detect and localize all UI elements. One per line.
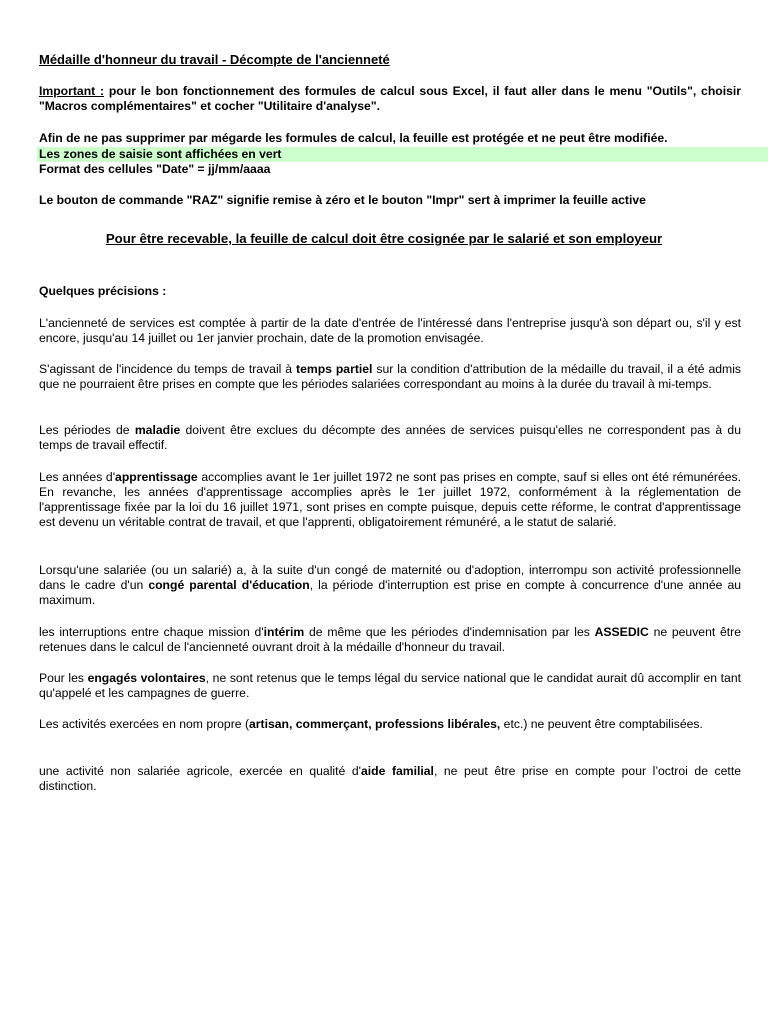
paragraph-text: , la période d'interruption est prise en compte à concurrence d'une année au maximum.	[39, 578, 741, 607]
buttons-note: Le bouton de commande "RAZ" signifie remise à zéro et le bouton "Impr" sert à imprimer la feuille active	[39, 193, 646, 207]
important-label: Important :	[39, 84, 105, 98]
paragraph-illness	[39, 423, 741, 453]
paragraph-text: doivent être exclues du décompte des années de services puisqu'elles ne correspondent pas à du temps de travail effectif.	[39, 423, 741, 452]
cosign-notice-text: Pour être recevable, la feuille de calcul doit être cosignée par le salarié et son employeur	[105, 231, 663, 246]
paragraph-text: Les activités exercées en nom propre (	[39, 717, 249, 731]
keyword-interim: intérim	[263, 625, 305, 639]
precisions-heading: Quelques précisions :	[39, 284, 167, 298]
paragraph-text: Pour les	[39, 671, 88, 685]
paragraph-part-time	[39, 362, 741, 392]
paragraph-text: sur la condition d'attribution de la médaille du travail, il a été admis que ne pourraient être prises en compte que les périodes salariées correspondant au moins à la durée du travail à mi-temps.	[39, 362, 741, 391]
paragraph-text: Les années d'	[39, 470, 116, 484]
paragraph-text: , ne sont retenus que le temps légal du service national que le candidat aurait dû accomplir en tant qu'appelé et les campagnes de guerre.	[39, 671, 741, 700]
paragraph-parental-leave	[39, 563, 741, 608]
protection-note: Afin de ne pas supprimer par mégarde les formules de calcul, la feuille est protégée et ne peut être modifiée.	[39, 131, 668, 145]
paragraph-apprenticeship	[39, 470, 741, 530]
paragraph-volunteers	[39, 671, 741, 701]
paragraph-seniority	[39, 316, 741, 346]
keyword-apprenticeship: apprentissage	[115, 470, 198, 484]
paragraph-text: S'agissant de l'incidence du temps de travail à	[39, 362, 297, 376]
paragraph-agricultural	[39, 764, 741, 794]
keyword-volunteers: engagés volontaires	[87, 671, 206, 685]
keyword-self-employed: artisan, commerçant, professions libérales,	[249, 717, 501, 731]
keyword-illness: maladie	[134, 423, 181, 437]
paragraph-text: Les périodes de	[39, 423, 135, 437]
important-text: pour le bon fonctionnement des formules de calcul sous Excel, il faut aller dans le menu "Outils", choisir "Macros complémentaires" et cocher "Utilitaire d'analyse".	[39, 84, 742, 113]
paragraph-text: de même que les périodes d'indemnisation par les	[304, 625, 595, 639]
page-title: Médaille d'honneur du travail - Décompte de l'ancienneté	[39, 52, 390, 67]
paragraph-text: etc.) ne peuvent être comptabilisées.	[500, 717, 703, 731]
important-note	[39, 84, 741, 114]
paragraph-text: ne peuvent être retenues dans le calcul de l'ancienneté ouvrant droit à la médaille d'honneur du travail.	[39, 625, 742, 654]
cosign-notice	[0, 231, 768, 246]
paragraph-self-employed	[39, 717, 741, 732]
paragraph-text: une activité non salariée agricole, exercée en qualité d'	[39, 764, 361, 778]
date-format-note: Format des cellules "Date" = jj/mm/aaaa	[39, 162, 271, 176]
paragraph-text: , ne peut être prise en compte pour l’octroi de cette distinction.	[39, 764, 741, 793]
paragraph-interim	[39, 625, 741, 655]
paragraph-text: les interruptions entre chaque mission d'	[39, 625, 264, 639]
paragraph-text: L'ancienneté de services est comptée à partir de la date d'entrée de l'intéressé dans l'entreprise jusqu'à son départ ou, s'il y est encore, jusqu'au 14 juillet ou 1er janvier prochain, date de la promotion envisagée.	[39, 316, 741, 345]
keyword-parental-leave: congé parental d'éducation	[148, 578, 310, 592]
paragraph-text: Lorsqu'une salariée (ou un salarié) a, à la suite d'un congé de maternité ou d'adoption, interrompu son activité professionnelle dans le cadre d'un	[39, 563, 741, 592]
keyword-assedic: ASSEDIC	[594, 625, 649, 639]
keyword-part-time: temps partiel	[296, 362, 373, 376]
keyword-family-helper: aide familial	[360, 764, 434, 778]
green-zone-note: Les zones de saisie sont affichées en vert	[39, 147, 282, 161]
paragraph-text: accomplies avant le 1er juillet 1972 ne sont pas prises en compte, sauf si elles ont été rémunérées. En revanche, les années d'apprentissage accomplies après le 1er juillet 1972, conformément à la réglementation de l'apprentissage fixée par la loi du 16 juillet 1971, sont prises en compte puisque, depuis cette réforme, le contrat d'apprentissage est devenu un véritable contrat de travail, et que l'apprenti, obligatoirement rémunéré, a le statut de salarié.	[39, 470, 742, 529]
